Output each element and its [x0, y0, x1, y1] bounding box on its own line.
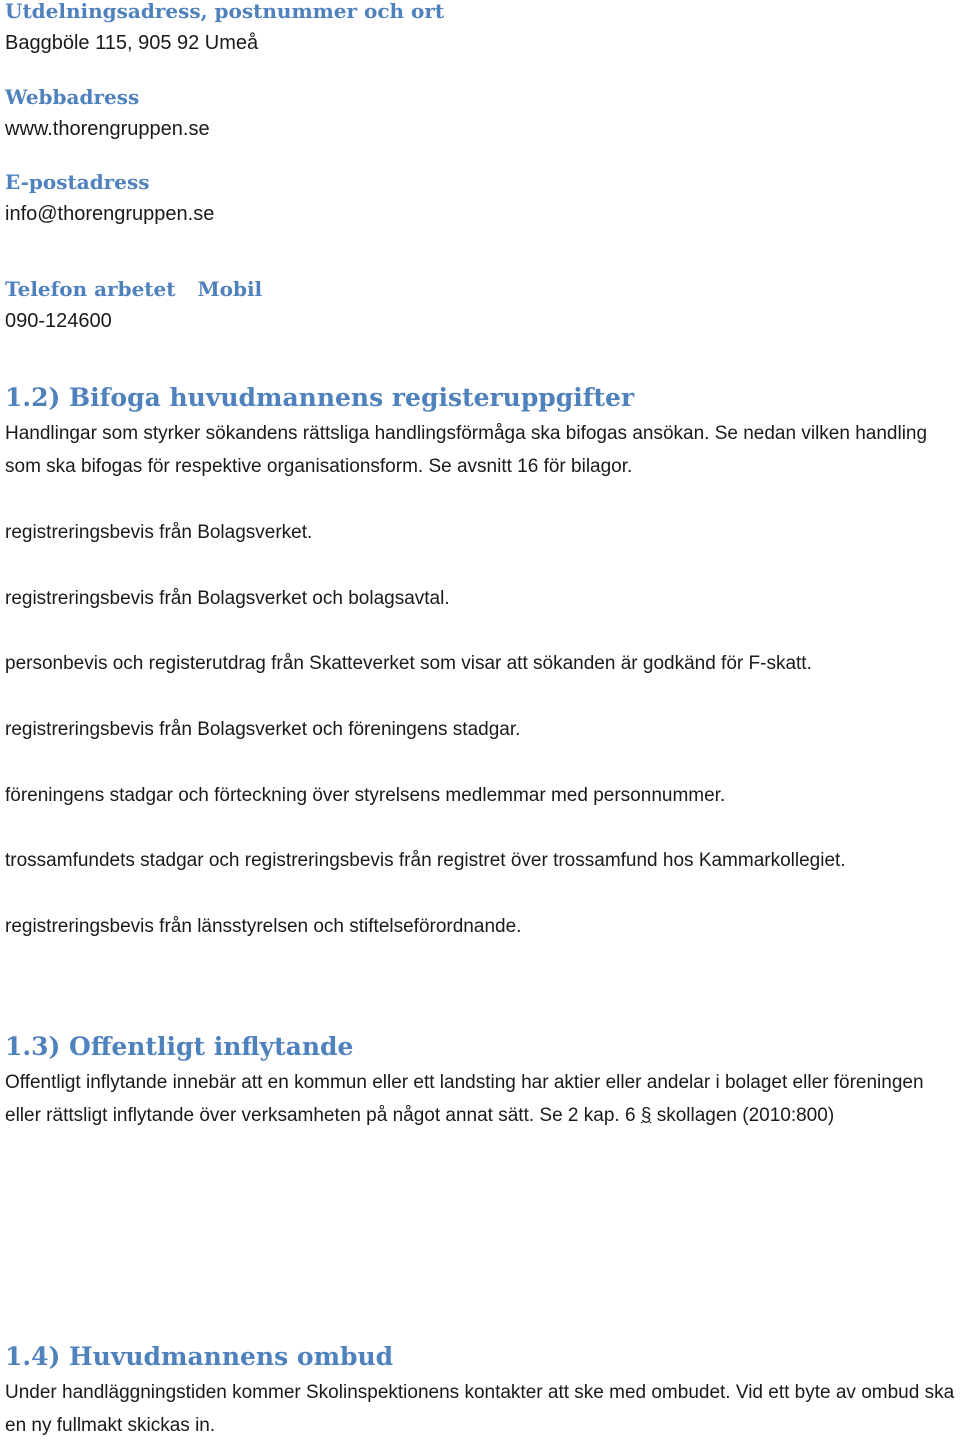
phone-mobile-label: Mobil: [197, 277, 263, 301]
address-value: Baggböle 115, 905 92 Umeå: [5, 32, 259, 54]
phone-work-value: 090-124600: [5, 310, 112, 332]
section-1-3-body-ref: skollagen (2010:800): [656, 1105, 835, 1126]
web-value[interactable]: www.thorengruppen.se: [5, 118, 210, 140]
web-label: Webbadress: [5, 85, 140, 109]
section-1-3-body: [5, 1066, 955, 1132]
section-1-3-number: 1.3): [5, 1032, 61, 1061]
section-1-2-number: 1.2): [5, 383, 61, 412]
section-1-4-heading: [5, 1341, 393, 1373]
address-label: Utdelningsadress, postnummer och ort: [5, 0, 445, 23]
list-item: registreringsbevis från Bolagsverket och föreningens stadgar.: [5, 719, 521, 740]
list-item: registreringsbevis från Bolagsverket.: [5, 522, 313, 543]
section-1-3-heading: [5, 1031, 353, 1063]
list-item: föreningens stadgar och förteckning över styrelsens medlemmar med personnummer.: [5, 785, 726, 806]
section-1-2-intro-ref: Se avsnitt 16 för bilagor.: [428, 456, 633, 477]
section-1-4-number: 1.4): [5, 1342, 61, 1371]
email-label: E-postadress: [5, 170, 150, 194]
section-1-2-intro: [5, 417, 950, 483]
section-1-3-title: Offentligt inflytande: [69, 1032, 354, 1061]
list-item: registreringsbevis från Bolagsverket och bolagsavtal.: [5, 588, 450, 609]
phone-labels: [5, 276, 262, 302]
section-1-2-intro-text: Handlingar som styrker sökandens rättsliga handlingsförmåga ska bifogas ansökan. Se nedan vilken handling som ska bifogas för respektive organisationsform.: [5, 423, 928, 477]
email-value[interactable]: info@thorengruppen.se: [5, 203, 215, 225]
section-1-3-body-text: Offentligt inflytande innebär att en kommun eller ett landsting har aktier eller andelar i bolaget eller föreningen eller rättsligt inflytande över verksamheten på något annat sätt. Se 2 kap. 6: [5, 1072, 924, 1126]
section-1-2-title: Bifoga huvudmannens registeruppgifter: [69, 383, 635, 412]
section-symbol-link[interactable]: §: [640, 1105, 652, 1126]
section-1-4-body: Under handläggningstiden kommer Skolinspektionens kontakter att ske med ombudet. Vid ett byte av ombud ska en ny fullmakt skickas in.: [5, 1382, 955, 1436]
section-1-4-title: Huvudmannens ombud: [69, 1342, 394, 1371]
list-item: personbevis och registerutdrag från Skatteverket som visar att sökanden är godkänd för F-skatt.: [5, 653, 812, 674]
list-item: registreringsbevis från länsstyrelsen och stiftelseförordnande.: [5, 916, 522, 937]
phone-work-label: Telefon arbetet: [5, 277, 176, 301]
section-1-2-heading: [5, 382, 634, 414]
list-item: trossamfundets stadgar och registreringsbevis från registret över trossamfund hos Kammarkollegiet.: [5, 850, 846, 871]
